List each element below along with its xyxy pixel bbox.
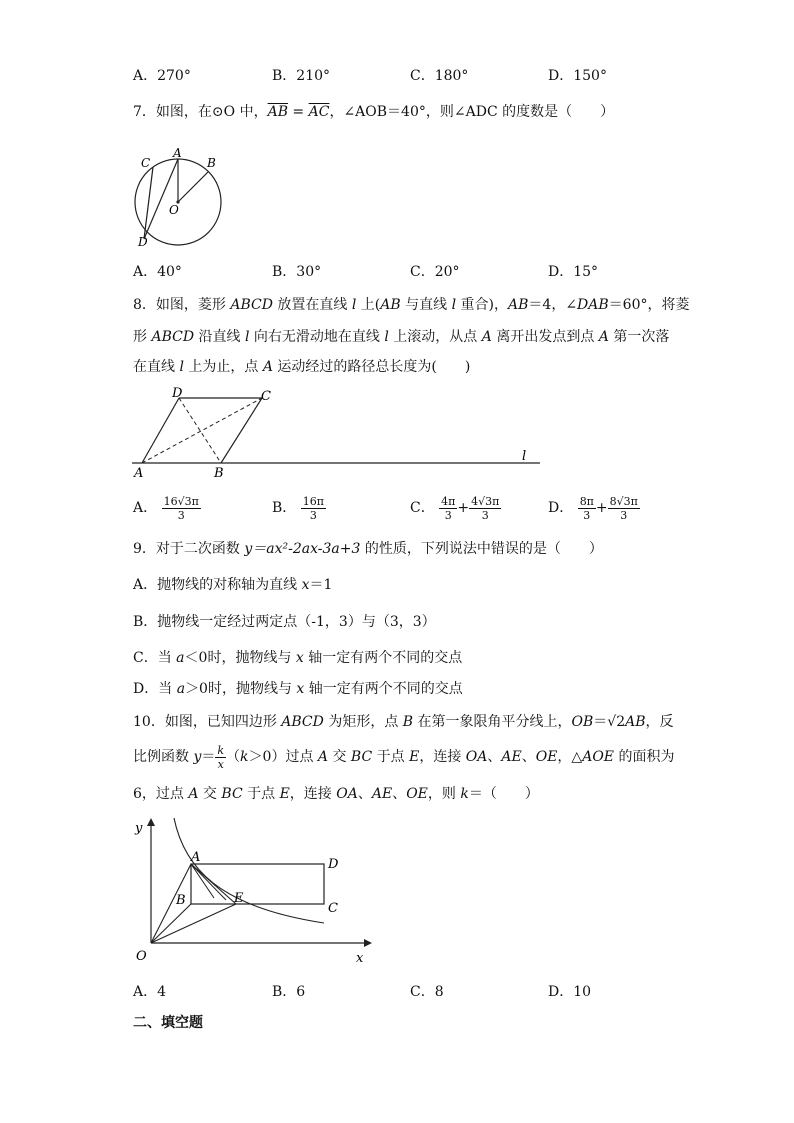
q9-option-d: D．当 a＞0时，抛物线与 x 轴一定有两个不同的交点 xyxy=(133,681,463,697)
q7-option-a: A．40° xyxy=(133,264,182,280)
q7-label-c: C xyxy=(141,156,151,170)
q8-stem-line1: 8．如图，菱形 ABCD 放置在直线 l 上(AB 与直线 l 重合)，AB＝4，∠DAB＝60°，将菱 xyxy=(133,297,690,313)
q10-stem-line2: 比例函数 y＝ $\frac{k}{x}$ （k＞0）过点 A 交 BC 于点 E，连接 OA、AE、OE，△AOE 的面积为 xyxy=(133,743,675,771)
q7-circle-figure xyxy=(128,140,228,252)
q9-option-c: C．当 a＜0时，抛物线与 x 轴一定有两个不同的交点 xyxy=(133,650,463,666)
q10-label-e: E xyxy=(234,891,244,906)
q6-option-d: D．150° xyxy=(548,68,607,84)
q10-label-b: B xyxy=(176,893,186,908)
q8-label-d: D xyxy=(172,386,183,401)
q10-stem-line3: 6，过点 A 交 BC 于点 E，连接 OA、AE、OE，则 k＝（ ） xyxy=(133,786,539,802)
q9-option-a: A．抛物线的对称轴为直线 x＝1 xyxy=(133,577,333,593)
q8-label-a: A xyxy=(134,466,144,480)
q10-option-a: A．4 xyxy=(133,984,167,1000)
q7-label-b: B xyxy=(207,156,216,170)
arc-ab: $\overline{AB}$ xyxy=(267,104,288,120)
q8-stem-line2: 形 ABCD 沿直线 l 向右无滑动地在直线 l 上滚动，从点 A 离开出发点到点 A 第一次落 xyxy=(133,329,670,345)
q10-option-b: B．6 xyxy=(272,984,306,1000)
q10-option-c: C．8 xyxy=(410,984,444,1000)
q10-label-c: C xyxy=(328,901,338,916)
q8-label-c: C xyxy=(261,389,271,404)
q7-option-c: C．20° xyxy=(410,264,460,280)
q10-stem-line1: 10．如图，已知四边形 ABCD 为矩形，点 B 在第一象限角平分线上，OB＝√2AB，反 xyxy=(133,714,674,730)
q6-option-c: C．180° xyxy=(410,68,469,84)
q8-option-c: C． $\frac{4\pi}{3}$ + $\frac{4√3\pi}{3}$ xyxy=(410,494,500,522)
q10-label-d: D xyxy=(328,857,339,872)
q9-option-b: B．抛物线一定经过两定点（-1，3）与（3，3） xyxy=(133,614,436,630)
q8-option-d: D． $\frac{8\pi}{3}$ + $\frac{8√3\pi}{3}$ xyxy=(548,494,638,522)
q7-option-b: B．30° xyxy=(272,264,322,280)
q10-label-a: A xyxy=(191,850,201,865)
q8-option-b: B． $\frac{16\pi}{3}$ xyxy=(272,494,324,522)
q6-option-b: B．210° xyxy=(272,68,331,84)
q8-rhombus-figure xyxy=(128,382,548,480)
q10-label-y: y xyxy=(135,821,143,836)
q8-option-a: A． $\frac{16√3\pi}{3}$ xyxy=(133,494,199,522)
q7-label-o: O xyxy=(169,203,179,217)
q7-label-a: A xyxy=(173,146,182,160)
q8-label-b: B xyxy=(214,466,224,480)
q9-stem: 9．对于二次函数 y＝ax²-2ax-3a+3 的性质，下列说法中错误的是（ ） xyxy=(133,541,603,557)
q7-stem: 7．如图，在⊙O 中，$\overline{AB} = \overline{AC}$，∠AOB＝40°，则∠ADC 的度数是（ ） xyxy=(133,104,615,120)
q8-label-l: l xyxy=(522,449,527,464)
k-over-x-fraction: $\frac{k}{x}$ xyxy=(217,743,225,771)
arc-ac: $\overline{AC}$ xyxy=(308,104,330,120)
q10-label-x: x xyxy=(356,951,364,966)
q8-stem-line3: 在直线 l 上为止，点 A 运动经过的路径总长度为( ) xyxy=(133,359,471,375)
q7-label-d: D xyxy=(138,235,148,249)
q6-option-a: A．270° xyxy=(133,68,191,84)
q10-coordinate-figure xyxy=(128,812,378,968)
q10-label-o: O xyxy=(136,949,147,964)
section-title-fill-in: 二、填空题 xyxy=(133,1015,203,1031)
q10-option-d: D．10 xyxy=(548,984,592,1000)
q7-option-d: D．15° xyxy=(548,264,599,280)
